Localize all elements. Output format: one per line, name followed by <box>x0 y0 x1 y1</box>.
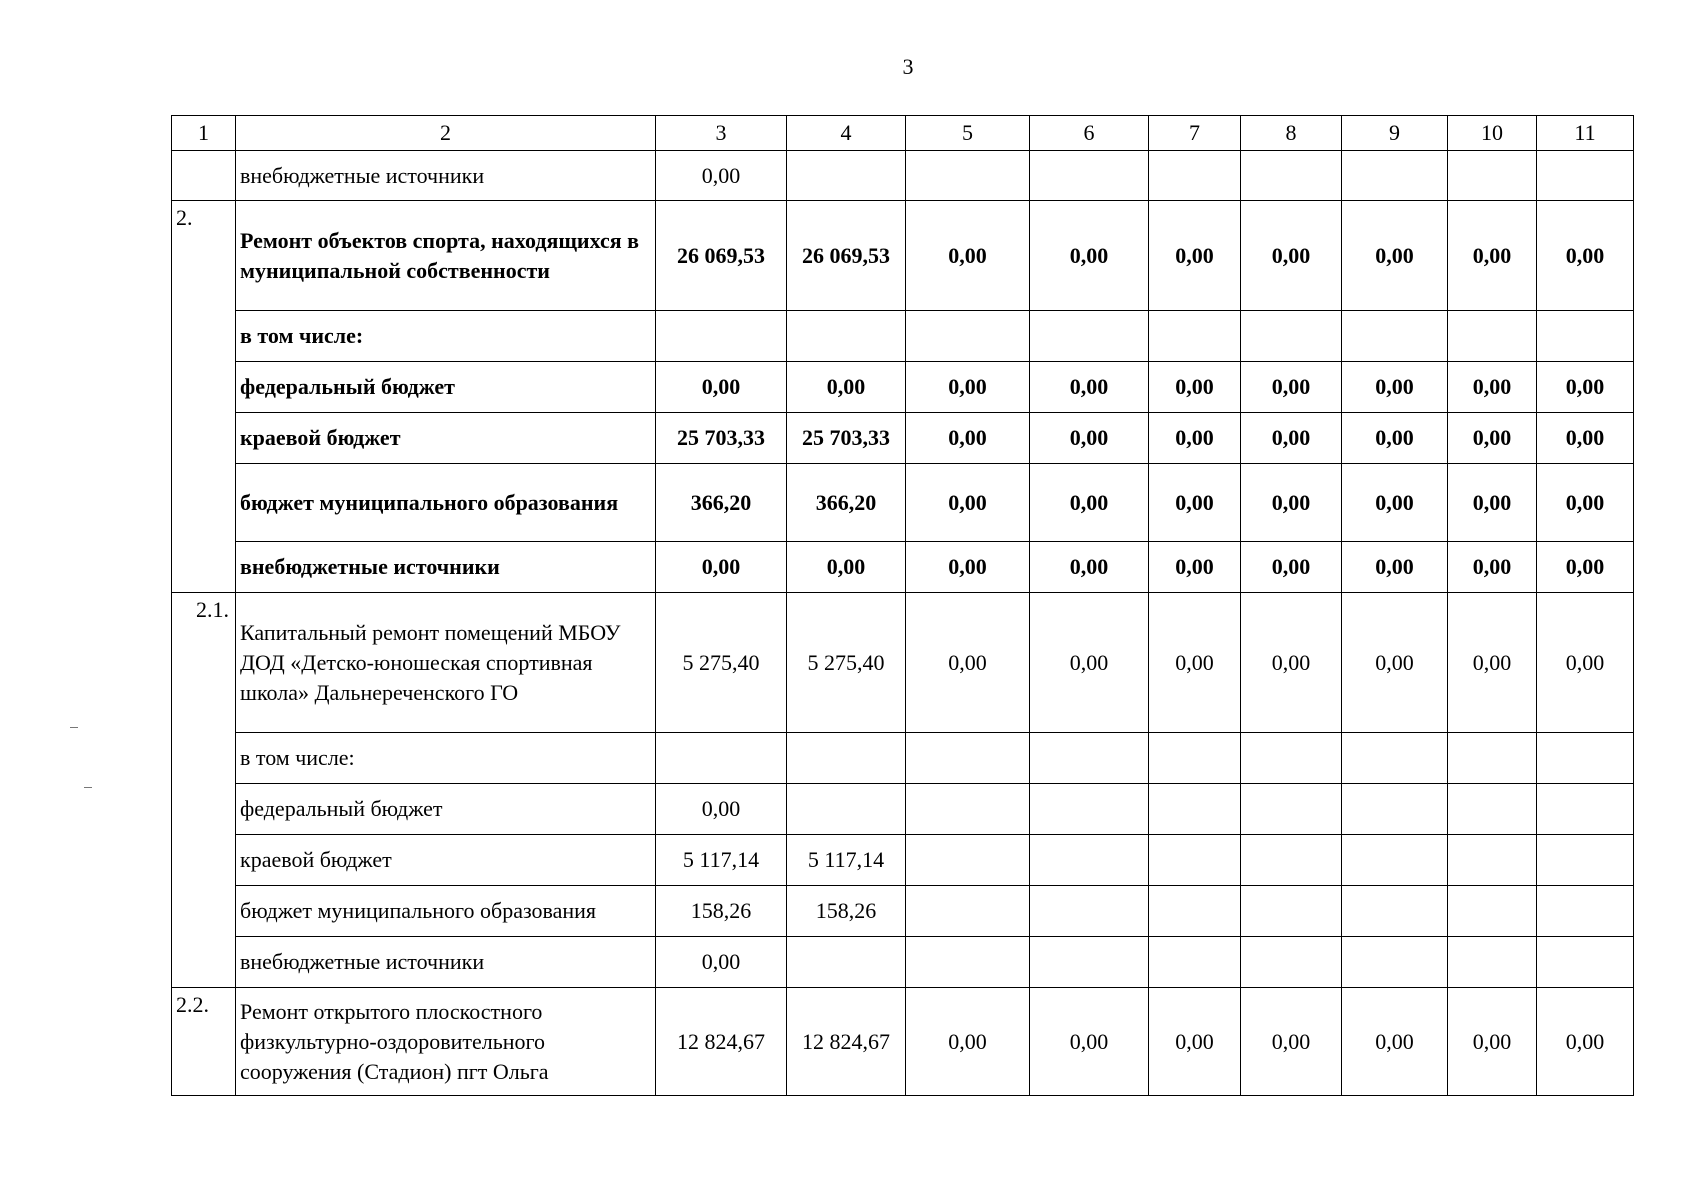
table-row <box>172 311 1634 362</box>
value-cell <box>1030 311 1149 362</box>
value-cell: 0,00 <box>1537 988 1634 1096</box>
value-cell <box>1342 311 1448 362</box>
value-cell <box>906 937 1030 988</box>
value-cell: 5 117,14 <box>656 835 787 886</box>
value-cell: 0,00 <box>1448 593 1537 733</box>
value-cell: 0,00 <box>1030 201 1149 311</box>
value-cell <box>1241 151 1342 201</box>
value-cell <box>1030 151 1149 201</box>
value-cell: 0,00 <box>1241 464 1342 542</box>
value-cell: 0,00 <box>906 201 1030 311</box>
row-name-cell: внебюджетные источники <box>236 542 656 593</box>
value-cell <box>1537 886 1634 937</box>
value-cell: 12 824,67 <box>787 988 906 1096</box>
table-row <box>172 835 1634 886</box>
value-cell: 0,00 <box>1448 201 1537 311</box>
scan-mark <box>84 787 92 788</box>
value-cell: 0,00 <box>656 784 787 835</box>
value-cell <box>1342 835 1448 886</box>
row-number-cell: 2.2. <box>172 988 236 1096</box>
value-cell: 0,00 <box>1030 593 1149 733</box>
row-number-cell: 2. <box>172 201 236 593</box>
value-cell: 0,00 <box>1342 201 1448 311</box>
value-cell <box>1241 733 1342 784</box>
value-cell: 0,00 <box>1241 362 1342 413</box>
table-row <box>172 201 1634 311</box>
row-name-cell: федеральный бюджет <box>236 784 656 835</box>
value-cell: 0,00 <box>1030 464 1149 542</box>
value-cell <box>1030 886 1149 937</box>
value-cell: 0,00 <box>906 464 1030 542</box>
value-cell: 0,00 <box>1448 464 1537 542</box>
value-cell <box>1448 886 1537 937</box>
value-cell <box>1342 784 1448 835</box>
value-cell: 0,00 <box>1342 362 1448 413</box>
value-cell: 0,00 <box>1537 201 1634 311</box>
value-cell: 0,00 <box>787 542 906 593</box>
row-number-cell <box>172 151 236 201</box>
value-cell: 12 824,67 <box>656 988 787 1096</box>
value-cell: 0,00 <box>1342 542 1448 593</box>
value-cell <box>1448 784 1537 835</box>
row-name-cell: Ремонт объектов спорта, находящихся в муниципальной собственности <box>236 201 656 311</box>
table-row <box>172 988 1634 1096</box>
value-cell: 0,00 <box>787 362 906 413</box>
header-cell: 4 <box>787 116 906 151</box>
value-cell <box>1149 151 1241 201</box>
value-cell <box>1030 835 1149 886</box>
value-cell: 0,00 <box>1030 413 1149 464</box>
table-row <box>172 593 1634 733</box>
value-cell: 26 069,53 <box>656 201 787 311</box>
value-cell: 0,00 <box>1448 542 1537 593</box>
value-cell: 26 069,53 <box>787 201 906 311</box>
value-cell: 0,00 <box>1342 593 1448 733</box>
header-cell: 9 <box>1342 116 1448 151</box>
value-cell <box>1149 784 1241 835</box>
value-cell: 0,00 <box>1149 593 1241 733</box>
value-cell <box>1342 886 1448 937</box>
page-number: 3 <box>902 54 914 79</box>
value-cell <box>1448 937 1537 988</box>
row-name-cell: Ремонт открытого плоскостного физкультурно-оздоровительного сооружения (Стадион) пгт Ольга <box>236 988 656 1096</box>
value-cell: 0,00 <box>906 413 1030 464</box>
header-cell: 3 <box>656 116 787 151</box>
value-cell <box>1149 733 1241 784</box>
value-cell: 0,00 <box>656 937 787 988</box>
row-name-cell: внебюджетные источники <box>236 151 656 201</box>
value-cell: 0,00 <box>1149 413 1241 464</box>
value-cell: 0,00 <box>656 362 787 413</box>
value-cell: 0,00 <box>906 542 1030 593</box>
value-cell <box>1149 311 1241 362</box>
value-cell: 0,00 <box>1537 413 1634 464</box>
table-row <box>172 413 1634 464</box>
value-cell: 0,00 <box>1149 542 1241 593</box>
value-cell: 0,00 <box>1448 988 1537 1096</box>
scan-mark <box>70 727 78 728</box>
value-cell <box>1537 151 1634 201</box>
value-cell <box>1537 311 1634 362</box>
value-cell: 0,00 <box>1149 362 1241 413</box>
value-cell: 0,00 <box>1241 413 1342 464</box>
value-cell <box>1241 886 1342 937</box>
value-cell <box>787 151 906 201</box>
value-cell <box>656 733 787 784</box>
value-cell: 0,00 <box>1241 542 1342 593</box>
value-cell: 5 275,40 <box>656 593 787 733</box>
table-row <box>172 937 1634 988</box>
value-cell: 0,00 <box>1149 201 1241 311</box>
value-cell: 0,00 <box>1030 362 1149 413</box>
value-cell <box>1149 835 1241 886</box>
value-cell <box>1149 886 1241 937</box>
value-cell <box>906 733 1030 784</box>
value-cell: 0,00 <box>1149 464 1241 542</box>
value-cell: 366,20 <box>787 464 906 542</box>
value-cell: 158,26 <box>656 886 787 937</box>
value-cell: 25 703,33 <box>656 413 787 464</box>
header-row <box>172 116 1634 151</box>
value-cell: 0,00 <box>1241 201 1342 311</box>
value-cell <box>787 937 906 988</box>
value-cell: 25 703,33 <box>787 413 906 464</box>
table-row <box>172 784 1634 835</box>
value-cell: 0,00 <box>656 151 787 201</box>
value-cell: 5 117,14 <box>787 835 906 886</box>
value-cell <box>1241 784 1342 835</box>
row-name-cell: федеральный бюджет <box>236 362 656 413</box>
header-cell: 6 <box>1030 116 1149 151</box>
table-row <box>172 151 1634 201</box>
value-cell: 366,20 <box>656 464 787 542</box>
value-cell <box>1342 151 1448 201</box>
value-cell: 5 275,40 <box>787 593 906 733</box>
value-cell: 0,00 <box>1030 542 1149 593</box>
value-cell <box>787 733 906 784</box>
value-cell <box>1448 151 1537 201</box>
value-cell: 0,00 <box>906 988 1030 1096</box>
value-cell: 0,00 <box>1537 593 1634 733</box>
header-cell: 1 <box>172 116 236 151</box>
value-cell <box>1537 835 1634 886</box>
budget-table <box>171 115 1634 1096</box>
header-cell: 8 <box>1241 116 1342 151</box>
value-cell <box>1342 733 1448 784</box>
row-name-cell: краевой бюджет <box>236 835 656 886</box>
value-cell: 0,00 <box>1537 542 1634 593</box>
value-cell: 0,00 <box>1342 413 1448 464</box>
row-name-cell: бюджет муниципального образования <box>236 886 656 937</box>
value-cell: 0,00 <box>1448 362 1537 413</box>
row-name-cell: внебюджетные источники <box>236 937 656 988</box>
row-number-cell: 2.1. <box>172 593 236 988</box>
value-cell <box>1448 733 1537 784</box>
value-cell <box>1448 835 1537 886</box>
value-cell: 0,00 <box>1537 464 1634 542</box>
value-cell: 0,00 <box>656 542 787 593</box>
value-cell: 0,00 <box>1448 413 1537 464</box>
value-cell: 158,26 <box>787 886 906 937</box>
row-name-cell: Капитальный ремонт помещений МБОУ ДОД «Детско-юношеская спортивная школа» Дальнереченского ГО <box>236 593 656 733</box>
value-cell <box>906 784 1030 835</box>
value-cell <box>787 311 906 362</box>
value-cell: 0,00 <box>1342 988 1448 1096</box>
value-cell <box>656 311 787 362</box>
value-cell <box>906 151 1030 201</box>
value-cell <box>1030 937 1149 988</box>
table-row <box>172 362 1634 413</box>
header-cell: 10 <box>1448 116 1537 151</box>
value-cell <box>1241 835 1342 886</box>
value-cell: 0,00 <box>906 593 1030 733</box>
value-cell <box>1030 733 1149 784</box>
value-cell: 0,00 <box>1030 988 1149 1096</box>
value-cell <box>1342 937 1448 988</box>
value-cell <box>1241 937 1342 988</box>
value-cell: 0,00 <box>1342 464 1448 542</box>
value-cell <box>1537 784 1634 835</box>
row-name-cell: в том числе: <box>236 311 656 362</box>
value-cell <box>1537 733 1634 784</box>
header-cell: 2 <box>236 116 656 151</box>
table-row <box>172 886 1634 937</box>
value-cell <box>1448 311 1537 362</box>
value-cell: 0,00 <box>1241 593 1342 733</box>
value-cell <box>906 886 1030 937</box>
value-cell: 0,00 <box>1241 988 1342 1096</box>
header-cell: 5 <box>906 116 1030 151</box>
header-cell: 11 <box>1537 116 1634 151</box>
value-cell <box>906 835 1030 886</box>
value-cell <box>1241 311 1342 362</box>
row-name-cell: в том числе: <box>236 733 656 784</box>
table-row <box>172 733 1634 784</box>
table-row <box>172 542 1634 593</box>
value-cell: 0,00 <box>1537 362 1634 413</box>
value-cell <box>906 311 1030 362</box>
value-cell <box>1149 937 1241 988</box>
value-cell: 0,00 <box>906 362 1030 413</box>
value-cell: 0,00 <box>1149 988 1241 1096</box>
header-cell: 7 <box>1149 116 1241 151</box>
value-cell <box>1030 784 1149 835</box>
table-row <box>172 464 1634 542</box>
row-name-cell: бюджет муниципального образования <box>236 464 656 542</box>
value-cell <box>1537 937 1634 988</box>
row-name-cell: краевой бюджет <box>236 413 656 464</box>
value-cell <box>787 784 906 835</box>
